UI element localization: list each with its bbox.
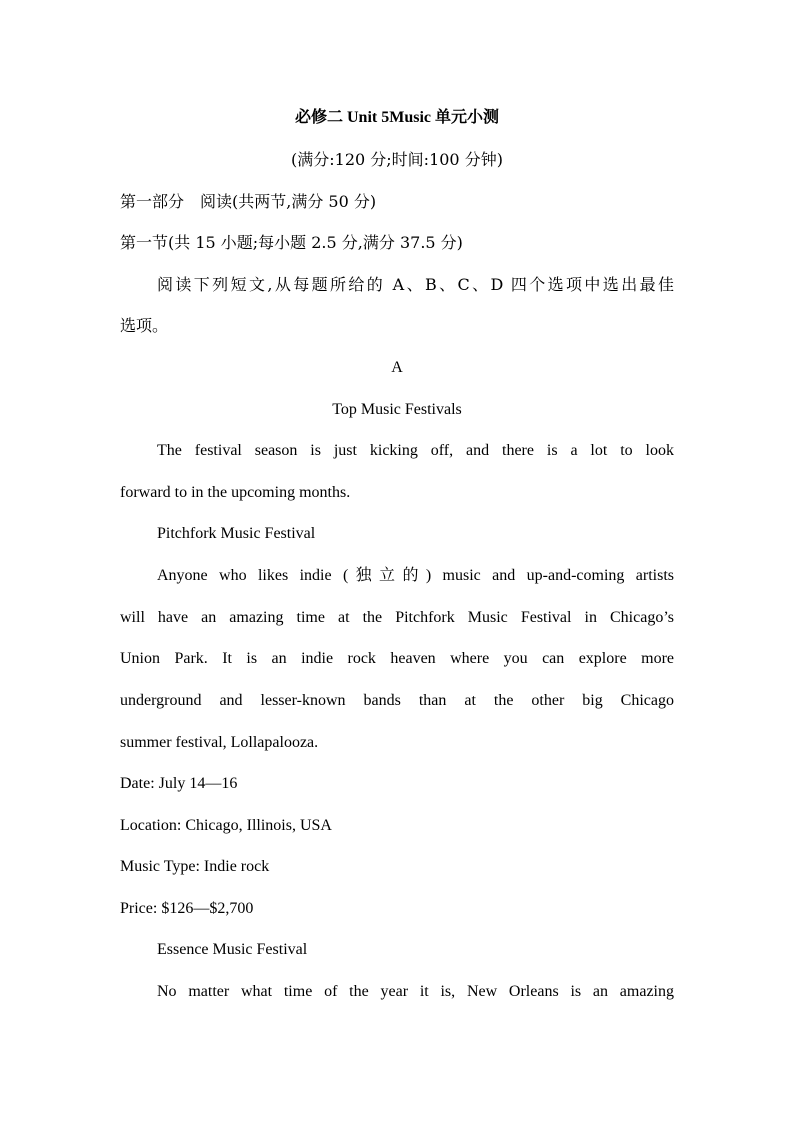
festival1-desc-line-5: summer festival, Lollapalooza. xyxy=(120,734,319,751)
festival2-desc-line-1: No matter what time of the year it is, New Orleans is an amazing xyxy=(157,983,674,1000)
part-heading: 第一部分 阅读(共两节,满分 50 分) xyxy=(120,192,377,211)
festival1-desc-line-3: Union Park. It is an indie rock heaven where you can explore more xyxy=(120,650,674,667)
festival-name-essence: Essence Music Festival xyxy=(157,941,308,958)
document-title: 必修二 Unit 5Music 单元小测 xyxy=(294,109,499,126)
passage-title: Top Music Festivals xyxy=(332,401,462,418)
festival1-desc-line-1: Anyone who likes indie (独立的) music and up-and-coming artists xyxy=(157,567,674,584)
passage-label: A xyxy=(391,359,403,376)
festival1-date: Date: July 14—16 xyxy=(120,775,238,792)
festival1-music-type: Music Type: Indie rock xyxy=(120,858,270,875)
festival-name-pitchfork: Pitchfork Music Festival xyxy=(157,525,316,542)
festival1-price: Price: $126—$2,700 xyxy=(120,900,254,917)
intro-line-2: forward to in the upcoming months. xyxy=(120,484,351,501)
festival1-location: Location: Chicago, Illinois, USA xyxy=(120,817,332,834)
section-heading: 第一节(共 15 小题;每小题 2.5 分,满分 37.5 分) xyxy=(120,233,463,252)
festival1-desc-line-2: will have an amazing time at the Pitchfork Music Festival in Chicago’s xyxy=(120,609,674,626)
document-subtitle: (满分:120 分;时间:100 分钟) xyxy=(291,150,503,169)
intro-line-1: The festival season is just kicking off, and there is a lot to look xyxy=(157,442,674,459)
instruction-line-1: 阅读下列短文,从每题所给的 A、B、C、D 四个选项中选出最佳 xyxy=(157,275,674,294)
instruction-line-2: 选项。 xyxy=(120,316,169,335)
festival1-desc-line-4: underground and lesser-known bands than at the other big Chicago xyxy=(120,692,674,709)
